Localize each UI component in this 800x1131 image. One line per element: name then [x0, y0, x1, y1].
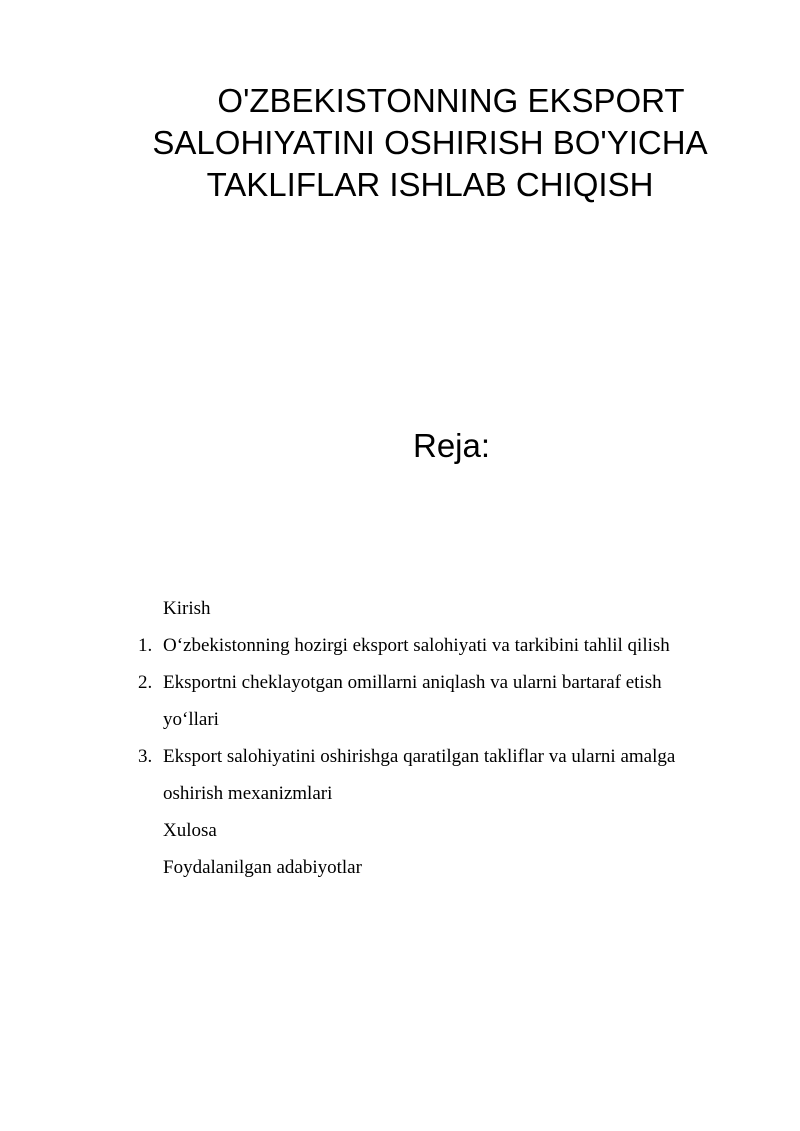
title-line-1: O'ZBEKISTONNING EKSPORT: [217, 82, 685, 119]
plan-item-2-continuation: yo‘llari: [163, 709, 219, 730]
plan-item-number: 2.: [138, 672, 153, 693]
plan-heading: Reja:: [413, 427, 491, 464]
plan-conclusion: Xulosa: [163, 820, 217, 841]
plan-intro: Kirish: [163, 598, 211, 619]
plan-item-3: [0, 738, 800, 775]
plan-item-text: Eksportni cheklayotgan omillarni aniqlash va ularni bartaraf etish: [163, 672, 662, 693]
plan-item-number: 1.: [138, 635, 153, 656]
plan-item-1: [0, 627, 800, 664]
plan-item-number: 3.: [138, 746, 153, 767]
plan-references: Foydalanilgan adabiyotlar: [163, 857, 362, 878]
plan-item-2: [0, 664, 800, 701]
plan-list: [0, 590, 800, 886]
title-line-3: TAKLIFLAR ISHLAB CHIQISH: [206, 166, 654, 203]
plan-item-3-continuation: oshirish mexanizmlari: [163, 783, 333, 804]
document-title: [100, 80, 760, 206]
plan-item-text: O‘zbekistonning hozirgi eksport salohiyati va tarkibini tahlil qilish: [163, 635, 670, 656]
title-line-2: SALOHIYATINI OSHIRISH BO'YICHA: [152, 124, 708, 161]
plan-item-text: Eksport salohiyatini oshirishga qaratilgan takliflar va ularni amalga: [163, 746, 676, 767]
